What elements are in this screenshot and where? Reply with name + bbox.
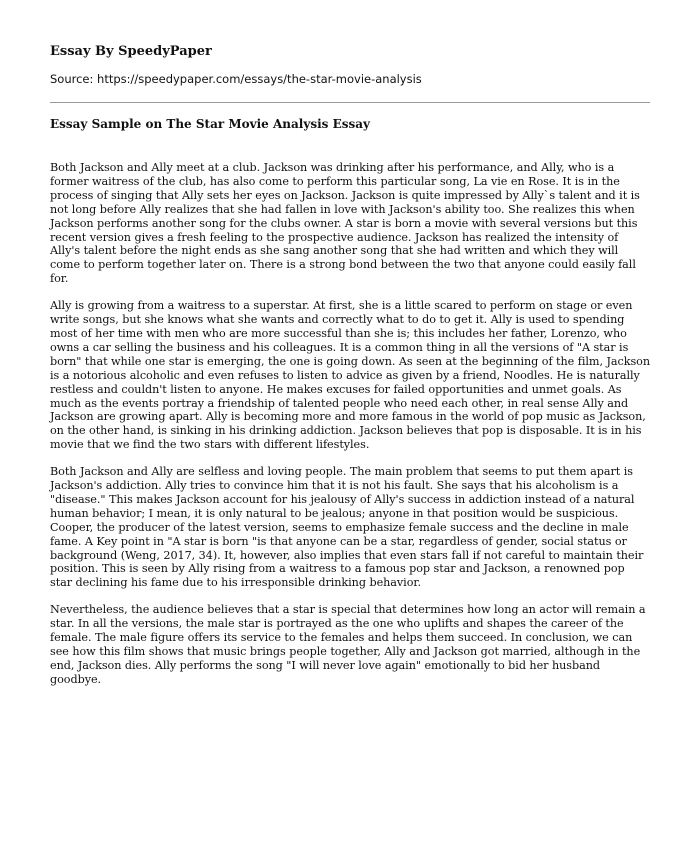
- essay-title: Essay Sample on The Star Movie Analysis Essay: [50, 117, 370, 131]
- divider: [50, 102, 650, 103]
- paragraph-3: Both Jackson and Ally are selfless and loving people. The main problem that seems to put them apart is Jackson's addiction. Ally tries to convince him that it is not his fault. She says that his alcoholism is a "disease." This makes Jackson account for his jealousy of Ally's success in addiction instead of a natural human behavior; I mean, it is only natural to be jealous; anyone in that position would be suspicious. Cooper, the producer of the latest version, seems to emphasize female success and the decline in male fame. A Key point in "A star is born "is that anyone can be a star, regardless of gender, social status or background (Weng, 2017, 34). It, however, also implies that even stars fall if not careful to maintain their position. This is seen by Ally rising from a waitress to a famous pop star and Jackson, a renowned pop star declining his fame due to his irresponsible drinking behavior.: [50, 465, 644, 590]
- paragraph-2: Ally is growing from a waitress to a superstar. At first, she is a little scared to perform on stage or even write songs, but she knows what she wants and correctly what to do to get it. Ally is used to spending most of her time with men who are more successful than she is; this includes her father, Lorenzo, who owns a car selling the business and his colleagues. It is a common thing in all the versions of "A star is born" that while one star is emerging, the one is going down. As seen at the beginning of the film, Jackson is a notorious alcoholic and even refuses to listen to advice as given by a friend, Noodles. He is naturally restless and couldn't listen to anyone. He makes excuses for failed opportunities and unmet goals. As much as the events portray a friendship of talented people who need each other, in real sense Ally and Jackson are growing apart. Ally is becoming more and more famous in the world of pop music as Jackson, on the other hand, is sinking in his drinking addiction. Jackson believes that pop is disposable. It is in his movie that we find the two stars with different lifestyles.: [50, 299, 650, 452]
- paragraph-1: Both Jackson and Ally meet at a club. Jackson was drinking after his performance, and Ally, who is a former waitress of the club, has also come to perform this particular song, La vie en Rose. It is in the process of singing that Ally sets her eyes on Jackson. Jackson is quite impressed by Ally`s talent and it is not long before Ally realizes that she had fallen in love with Jackson's ability too. She realizes this when Jackson performs another song for the clubs owner. A star is born a movie with several versions but this recent version gives a fresh feeling to the prospective audience. Jackson has realized the intensity of Ally's talent before the night ends as she sang another song that she had written and which they will come to perform together later on. There is a strong bond between the two that anyone could easily fall for.: [50, 161, 640, 286]
- paragraph-4: Nevertheless, the audience believes that a star is special that determines how long an actor will remain a star. In all the versions, the male star is portrayed as the one who uplifts and shapes the career of the female. The male figure offers its service to the females and helps them succeed. In conclusion, we can see how this film shows that music brings people together, Ally and Jackson got married, although in the end, Jackson dies. Ally performs the song "I will never love again" emotionally to bid her husband goodbye.: [50, 603, 646, 686]
- source-line: Source: https://speedypaper.com/essays/the-star-movie-analysis: [50, 72, 422, 86]
- document-title: Essay By SpeedyPaper: [50, 44, 212, 59]
